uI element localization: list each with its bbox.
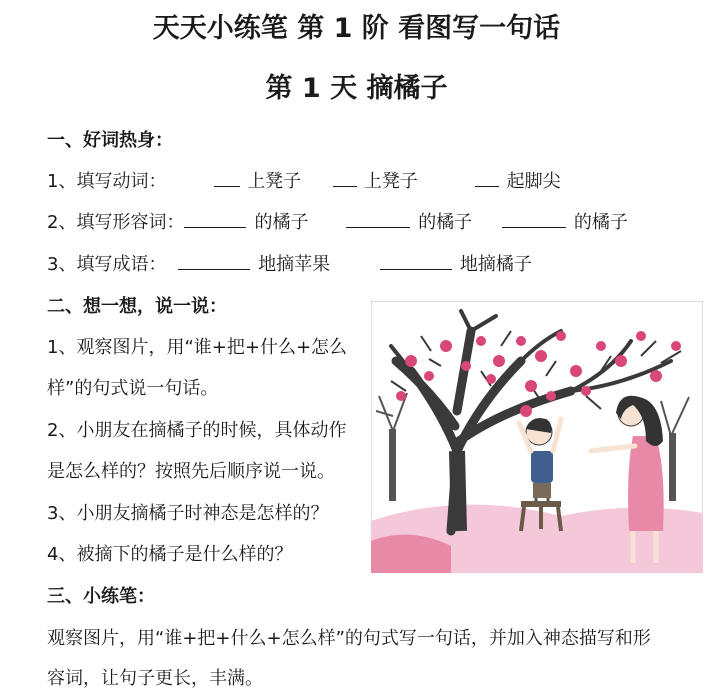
idiom-word-1: 地摘苹果 — [258, 254, 331, 275]
adjective-question-label: 2、填写形容词： — [47, 212, 185, 233]
adjective-blank-2[interactable] — [346, 212, 410, 228]
discussion-line-1: 1、观察图片，用“谁+把+什么+怎么 — [47, 337, 348, 358]
verb-blank-1[interactable] — [214, 171, 240, 187]
writing-prompt-line-1: 观察图片，用“谁+把+什么+怎么样”的句式写一句话，并加入神态描写和形 — [47, 628, 651, 649]
idiom-question-label: 3、填写成语： — [47, 254, 167, 275]
verb-word-1: 上凳子 — [247, 171, 302, 192]
adjective-word-1: 的橘子 — [254, 212, 309, 233]
idiom-blank-1[interactable] — [178, 254, 250, 270]
discussion-line-6: 4、被摘下的橘子是什么样的？ — [47, 544, 293, 565]
discussion-line-4: 是怎么样的？按照先后顺序说一说。 — [47, 461, 335, 482]
adjective-word-3: 的橘子 — [573, 212, 628, 233]
idiom-blank-2[interactable] — [380, 254, 452, 270]
verb-word-3: 起脚尖 — [506, 171, 561, 192]
discussion-line-2: 样”的句式说一句话。 — [47, 378, 219, 399]
adjective-question — [47, 208, 628, 234]
adjective-blank-3[interactable] — [502, 212, 566, 228]
section1-heading: 一、好词热身： — [47, 130, 173, 151]
worksheet-title: 天天小练笔 第 1 阶 看图写一句话 — [152, 13, 561, 44]
idiom-question — [47, 250, 532, 276]
discussion-line-3: 2、小朋友在摘橘子的时候，具体动作 — [47, 420, 347, 441]
verb-question-label: 1、填写动词： — [47, 171, 167, 192]
section2-heading: 二、想一想，说一说： — [47, 296, 227, 317]
verb-word-2: 上凳子 — [363, 171, 418, 192]
discussion-line-5: 3、小朋友摘橘子时神态是怎样的？ — [47, 503, 329, 524]
idiom-word-2: 地摘橘子 — [459, 254, 532, 275]
verb-question — [47, 167, 561, 193]
adjective-word-2: 的橘子 — [418, 212, 473, 233]
orange-picking-illustration — [371, 301, 703, 573]
adjective-blank-1[interactable] — [184, 212, 246, 228]
section3-heading: 三、小练笔： — [47, 586, 155, 607]
verb-blank-3[interactable] — [475, 171, 499, 187]
verb-blank-2[interactable] — [333, 171, 357, 187]
writing-prompt-line-2: 容词，让句子更长，丰满。 — [47, 668, 263, 689]
lesson-title: 第 1 天 摘橘子 — [265, 73, 448, 104]
